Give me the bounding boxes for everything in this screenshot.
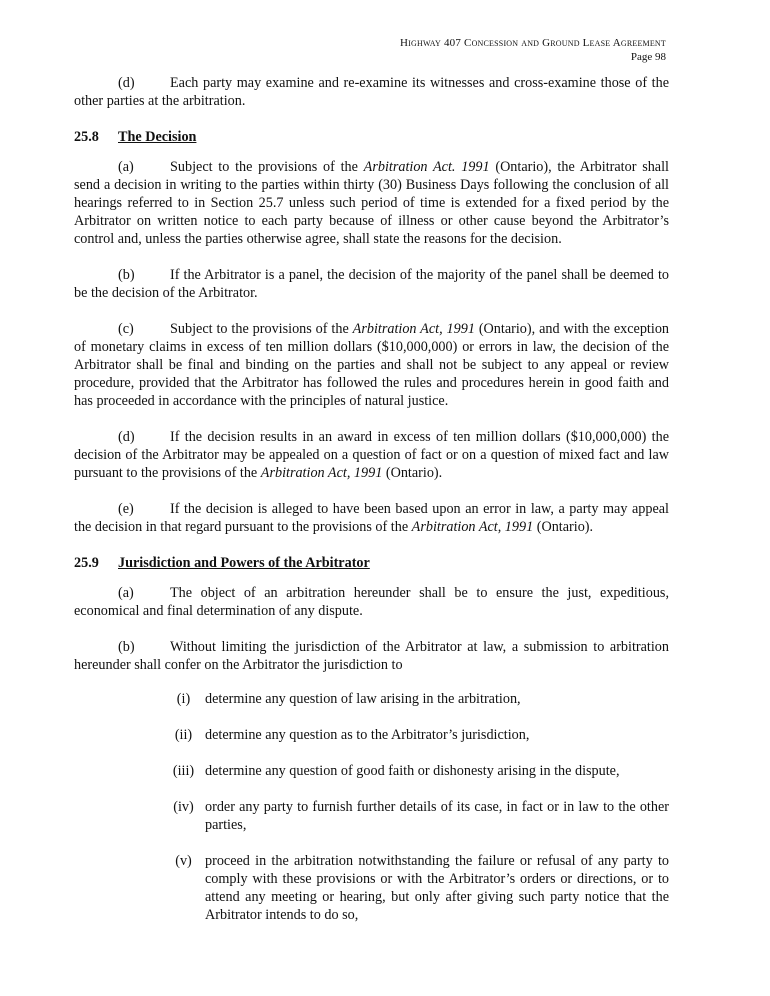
act-name: Arbitration Act, 1991 [260, 465, 383, 481]
paragraph-text: Subject to the provisions of the [170, 321, 353, 337]
paragraph-label: (a) [118, 585, 134, 601]
item-number: (iv) [173, 799, 194, 815]
paragraph-25-8-e [74, 500, 669, 536]
paragraph-25-8-d [74, 428, 669, 482]
paragraph-label: (a) [118, 159, 134, 175]
item-number: (iii) [172, 763, 195, 779]
paragraph-label: (d) [118, 429, 135, 445]
section-number: 25.9 [74, 555, 99, 571]
paragraph-25-8-b [74, 266, 669, 302]
jurisdiction-list [74, 690, 669, 924]
item-text: determine any question of law arising in the arbitration, [205, 691, 521, 707]
paragraph-text: (Ontario). [533, 519, 594, 535]
list-item [162, 762, 669, 780]
paragraph-text: If the decision is alleged to have been based upon an error in law, a party may appeal the decision in that regard pursuant to the provisions of the [74, 501, 669, 535]
paragraph-label: (b) [118, 267, 135, 283]
paragraph-label: (b) [118, 639, 135, 655]
paragraph-25-8-a [74, 158, 669, 248]
paragraph-text: Each party may examine and re-examine its witnesses and cross-examine those of the other parties at the arbitration. [74, 75, 669, 109]
act-name: Arbitration Act. 1991 [363, 159, 490, 175]
list-item [162, 690, 669, 708]
paragraph-text: (Ontario), the Arbitrator shall send a decision in writing to the parties within thirty (30) Business Days following the conclusion of all hearings referred to in Section 25.7 unless such period of time is extended for a fixed period by the Arbitrator on written notice to each party because of illness or other cause beyond the Arbitrator’s control and, unless the parties otherwise agree, shall state the reasons for the decision. [74, 159, 669, 247]
item-number: (i) [176, 691, 191, 707]
paragraph-text: The object of an arbitration hereunder shall be to ensure the just, expeditious, economical and final determination of any dispute. [74, 585, 669, 619]
section-title: Jurisdiction and Powers of the Arbitrator [118, 555, 370, 571]
item-text: determine any question of good faith or dishonesty arising in the dispute, [205, 763, 620, 779]
paragraph-25-9-b [74, 638, 669, 674]
paragraph-label: (d) [118, 75, 135, 91]
act-name: Arbitration Act, 1991 [411, 519, 534, 535]
item-number: (v) [175, 853, 192, 869]
page-number: Page 98 [630, 51, 666, 63]
list-item [162, 726, 669, 744]
section-heading-25-9 [74, 554, 669, 572]
document-body [74, 74, 669, 942]
item-text: proceed in the arbitration notwithstanding the failure or refusal of any party to comply with these provisions or with the Arbitrator’s orders or directions, or to attend any meeting or hearing, but only after giving such party notice that the Arbitrator intends to do so, [205, 853, 669, 923]
item-text: order any party to furnish further details of its case, in fact or in law to the other parties, [205, 799, 669, 833]
paragraph-d-intro [74, 74, 669, 110]
act-name: Arbitration Act, 1991 [352, 321, 475, 337]
item-number: (ii) [174, 727, 193, 743]
list-item [162, 852, 669, 924]
paragraph-text: If the decision results in an award in excess of ten million dollars ($10,000,000) the decision of the Arbitrator may be appealed on a question of fact or on a question of mixed fact and law pursuant to the provisions of the [74, 429, 669, 481]
paragraph-label: (e) [118, 501, 134, 517]
page-header [400, 36, 666, 64]
paragraph-text: Subject to the provisions of the [170, 159, 364, 175]
paragraph-label: (c) [118, 321, 134, 337]
paragraph-text: If the Arbitrator is a panel, the decision of the majority of the panel shall be deemed to be the decision of the Arbitrator. [74, 267, 669, 301]
paragraph-text: (Ontario). [382, 465, 443, 481]
item-text: determine any question as to the Arbitrator’s jurisdiction, [205, 727, 530, 743]
section-heading-25-8 [74, 128, 669, 146]
paragraph-25-9-a [74, 584, 669, 620]
paragraph-text: Without limiting the jurisdiction of the Arbitrator at law, a submission to arbitration hereunder shall confer on the Arbitrator the jurisdiction to [74, 639, 669, 673]
list-item [162, 798, 669, 834]
section-number: 25.8 [74, 129, 99, 145]
paragraph-text: (Ontario), and with the exception of monetary claims in excess of ten million dollars ($10,000,000) or errors in law, the decision of the Arbitrator shall be final and binding on the parties and shall not be subject to any appeal or review procedure, provided that the Arbitrator has followed the rules and procedures herein in good faith and has proceeded in accordance with the principles of natural justice. [74, 321, 670, 409]
paragraph-25-8-c [74, 320, 669, 410]
document-title: Highway 407 Concession and Ground Lease Agreement [399, 37, 666, 49]
section-title: The Decision [118, 129, 197, 145]
